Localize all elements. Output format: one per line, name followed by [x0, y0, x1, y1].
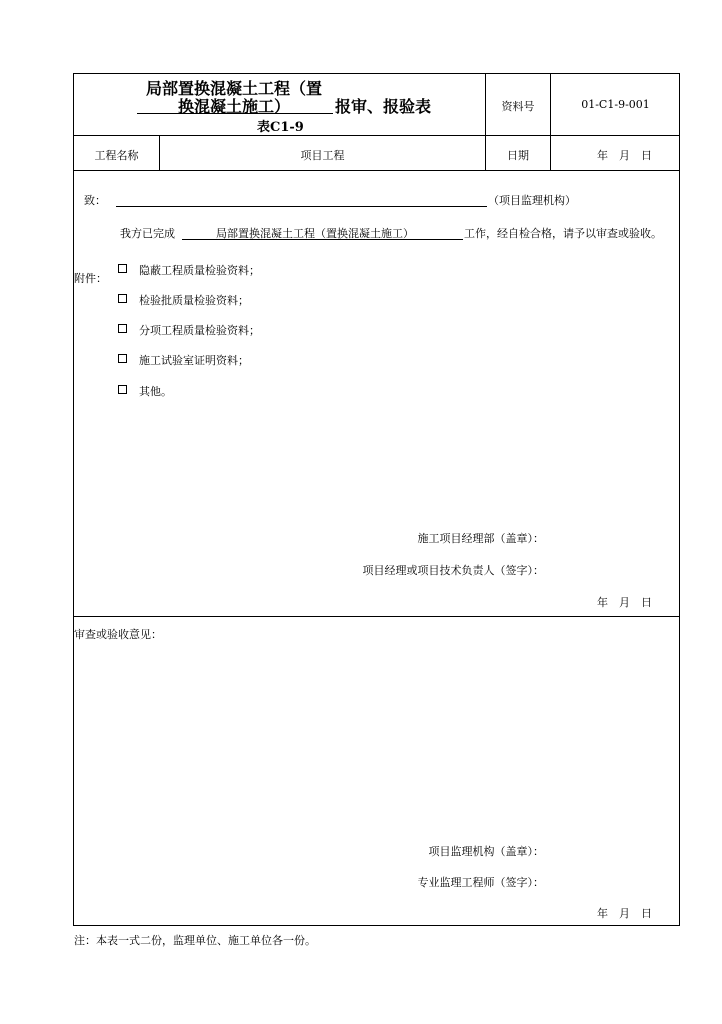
- to-label: 致：: [84, 194, 106, 207]
- statement-work: 局部置换混凝土工程（置换混凝土施工）: [216, 227, 414, 240]
- statement-prefix: 我方已完成: [120, 227, 175, 240]
- title-line-2: 换混凝土施工）: [178, 97, 291, 116]
- attachment-item: 其他。: [139, 385, 172, 398]
- to-suffix: （项目监理机构）: [488, 194, 576, 207]
- review-date: 年 月 日: [597, 907, 652, 920]
- attachment-item: 检验批质量检验资料；: [139, 294, 249, 307]
- doc-no-label: 资料号: [501, 100, 535, 113]
- attachment-item: 分项工程质量检验资料；: [139, 324, 260, 337]
- dept-sign-label: 施工项目经理部（盖章）：: [417, 532, 544, 545]
- form-code: 表C1-9: [257, 120, 304, 135]
- title-line-1: 局部置换混凝土工程（置: [146, 79, 323, 98]
- review-engineer-sign-label: 专业监理工程师（签字）：: [417, 876, 544, 889]
- title-underline: [137, 113, 333, 114]
- manager-sign-label: 项目经理或项目技术负责人（签字）：: [362, 564, 544, 577]
- attachment-item: 隐蔽工程质量检验资料；: [139, 264, 260, 277]
- doc-no-value: 01-C1-9-001: [581, 98, 650, 111]
- attachments-label: 附件：: [74, 272, 107, 285]
- statement-underline: [182, 239, 463, 240]
- project-name-label: 工程名称: [94, 149, 139, 162]
- attachment-checkbox[interactable]: [118, 294, 127, 303]
- to-underline: [116, 206, 487, 207]
- attachment-checkbox[interactable]: [118, 264, 127, 273]
- footer-note: 注：本表一式二份，监理单位、施工单位各一份。: [74, 934, 316, 947]
- info-col-divider-2: [550, 135, 551, 171]
- attachment-checkbox[interactable]: [118, 354, 127, 363]
- body-date: 年 月 日: [597, 596, 652, 609]
- form-table: [73, 73, 680, 926]
- review-label: 审查或验收意见：: [74, 628, 162, 641]
- info-row-divider: [73, 170, 680, 171]
- review-org-sign-label: 项目监理机构（盖章）：: [428, 845, 544, 858]
- review-divider: [73, 616, 680, 617]
- date-label: 日期: [507, 149, 529, 162]
- statement-suffix: 工作，经自检合格，请予以审查或验收。: [464, 227, 662, 240]
- header-divider: [73, 135, 680, 136]
- attachment-checkbox[interactable]: [118, 324, 127, 333]
- attachment-item: 施工试验室证明资料；: [139, 354, 249, 367]
- date-value: 年 月 日: [597, 149, 652, 162]
- title-suffix: 报审、报验表: [335, 97, 432, 116]
- project-name-value: 项目工程: [300, 149, 345, 162]
- attachment-checkbox[interactable]: [118, 385, 127, 394]
